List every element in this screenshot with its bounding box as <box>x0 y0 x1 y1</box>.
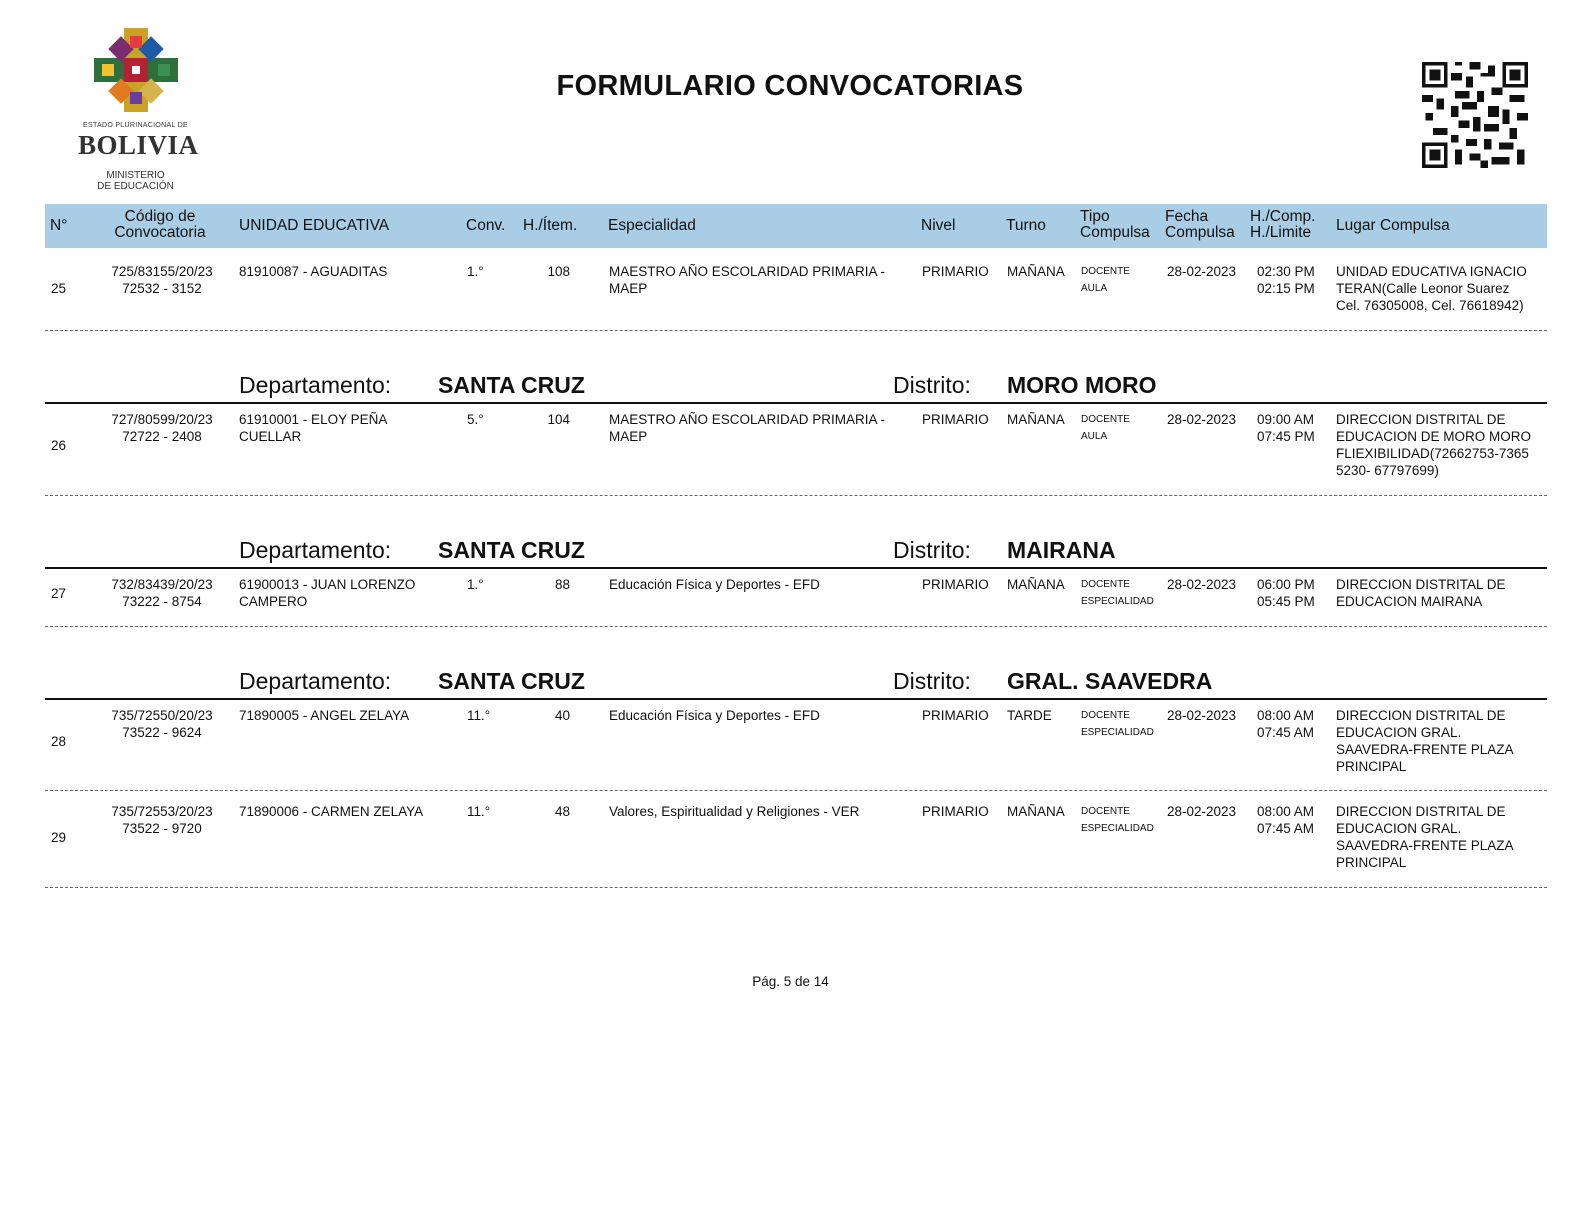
col-hcomp-line: H./Limite <box>1250 224 1312 241</box>
row-especialidad: Valores, Espiritualidad y Religiones - VER <box>609 804 860 819</box>
row-codigo-line: 727/80599/20/23 <box>111 412 213 427</box>
row-hlimite: 07:45 PM <box>1257 429 1315 444</box>
row-hitem: 48 <box>554 804 570 819</box>
row-lugar-line: FLIEXIBILIDAD(72662753-7365 <box>1336 446 1529 461</box>
qr-code-icon <box>1422 62 1528 168</box>
row-unidad: 71890006 - CARMEN ZELAYA <box>239 804 424 819</box>
row-hitem: 104 <box>547 412 570 427</box>
table-header <box>45 204 1547 248</box>
row-lugar-line: 5230- 67797699) <box>1336 463 1439 478</box>
district-value: MORO MORO <box>1007 372 1157 398</box>
row-unidad <box>239 411 387 445</box>
col-turno: Turno <box>1006 217 1046 234</box>
row-tipo-line: ESPECIALIDAD <box>1081 727 1154 738</box>
col-tipo <box>1080 209 1150 241</box>
row-horas <box>1257 263 1315 297</box>
row-fecha: 28-02-2023 <box>1167 264 1237 279</box>
logo-country-small: ESTADO PLURINACIONAL DE <box>83 122 188 129</box>
col-fecha <box>1165 209 1235 241</box>
row-number: 28 <box>51 734 67 749</box>
row-codigo-line: 725/83155/20/23 <box>111 264 213 279</box>
row-tipo-line: DOCENTE <box>1081 414 1130 425</box>
row-lugar-line: PRINCIPAL <box>1336 759 1407 774</box>
row-conv: 5.° <box>467 412 484 427</box>
row-tipo <box>1081 576 1154 610</box>
document-title: FORMULARIO CONVOCATORIAS <box>556 70 1024 102</box>
row-codigo-line: 732/83439/20/23 <box>111 577 213 592</box>
department-value: SANTA CRUZ <box>438 537 585 563</box>
row-number: 26 <box>51 438 67 453</box>
row-horas <box>1257 803 1314 837</box>
group-divider <box>45 402 1547 404</box>
row-hitem: 40 <box>554 708 570 723</box>
row-unidad <box>239 263 387 280</box>
row-hcomp: 08:00 AM <box>1257 804 1315 819</box>
department-value: SANTA CRUZ <box>438 372 585 398</box>
col-lugar: Lugar Compulsa <box>1336 217 1450 234</box>
logo-ministry-line: MINISTERIO <box>106 170 165 181</box>
row-unidad: 71890005 - ANGEL ZELAYA <box>239 708 410 723</box>
row-hlimite: 07:45 AM <box>1257 821 1315 836</box>
row-unidad-line: 61900013 - JUAN LORENZO <box>239 577 416 592</box>
row-lugar-line: TERAN(Calle Leonor Suarez <box>1336 281 1510 296</box>
col-hitem: H./Ítem. <box>523 217 578 234</box>
row-codigo-line: 72722 - 2408 <box>122 429 202 444</box>
row-lugar-line: SAAVEDRA-FRENTE PLAZA <box>1336 742 1514 757</box>
row-conv: 11.° <box>467 708 491 723</box>
row-turno: MAÑANA <box>1007 412 1065 427</box>
district-label: Distrito: <box>893 668 971 694</box>
col-unidad: UNIDAD EDUCATIVA <box>239 217 390 234</box>
row-turno: MAÑANA <box>1007 264 1065 279</box>
row-hlimite: 07:45 AM <box>1257 725 1315 740</box>
bolivia-crest-icon <box>94 28 178 112</box>
district-value: MAIRANA <box>1007 537 1116 563</box>
row-turno: TARDE <box>1007 708 1052 723</box>
col-nivel: Nivel <box>921 217 956 234</box>
row-fecha: 28-02-2023 <box>1167 708 1237 723</box>
row-fecha: 28-02-2023 <box>1167 804 1237 819</box>
col-especialidad: Especialidad <box>608 217 696 234</box>
row-hcomp: 09:00 AM <box>1257 412 1315 427</box>
row-fecha: 28-02-2023 <box>1167 577 1237 592</box>
row-nivel: PRIMARIO <box>922 412 989 427</box>
col-codigo-line: Código de <box>124 208 196 225</box>
row-lugar-line: DIRECCION DISTRITAL DE <box>1336 804 1506 819</box>
logo-ministry <box>78 170 193 192</box>
row-divider <box>45 887 1547 888</box>
row-nivel: PRIMARIO <box>922 264 989 279</box>
row-lugar-line: EDUCACION GRAL. <box>1336 725 1462 740</box>
row-especialidad-line: MAEP <box>609 429 648 444</box>
row-lugar-line: SAAVEDRA-FRENTE PLAZA <box>1336 838 1514 853</box>
row-especialidad: Educación Física y Deportes - EFD <box>609 708 820 723</box>
row-codigo <box>100 576 224 610</box>
row-codigo <box>100 803 224 837</box>
row-codigo-line: 735/72553/20/23 <box>111 804 213 819</box>
logo-country: BOLIVIA <box>78 130 199 160</box>
group-divider <box>45 567 1547 569</box>
row-hitem: 108 <box>547 264 570 279</box>
row-hitem: 88 <box>554 577 570 592</box>
row-divider <box>45 495 1547 496</box>
row-tipo-line: DOCENTE <box>1081 806 1130 817</box>
department-label: Departamento: <box>239 668 392 694</box>
row-lugar <box>1336 576 1506 610</box>
col-tipo-line: Compulsa <box>1080 224 1150 241</box>
page-number: Pág. 5 de 14 <box>752 974 829 989</box>
department-label: Departamento: <box>239 537 392 563</box>
row-codigo <box>100 411 224 445</box>
row-tipo <box>1081 411 1130 445</box>
row-lugar-line: DIRECCION DISTRITAL DE <box>1336 577 1506 592</box>
row-conv: 1.° <box>467 264 484 279</box>
row-turno: MAÑANA <box>1007 804 1065 819</box>
row-hcomp: 02:30 PM <box>1257 264 1315 279</box>
row-nivel: PRIMARIO <box>922 708 989 723</box>
row-unidad-line: CAMPERO <box>239 594 308 609</box>
row-unidad <box>239 576 415 610</box>
row-codigo-line: 735/72550/20/23 <box>111 708 213 723</box>
col-hcomp <box>1250 209 1315 241</box>
row-turno: MAÑANA <box>1007 577 1065 592</box>
row-lugar <box>1336 707 1514 775</box>
row-unidad-line: 81910087 - AGUADITAS <box>239 264 388 279</box>
row-lugar-line: Cel. 76305008, Cel. 76618942) <box>1336 298 1524 313</box>
row-conv: 1.° <box>467 577 484 592</box>
row-divider <box>45 330 1547 331</box>
row-codigo-line: 73522 - 9720 <box>122 821 202 836</box>
row-nivel: PRIMARIO <box>922 804 989 819</box>
row-codigo-line: 73522 - 9624 <box>122 725 202 740</box>
row-lugar <box>1336 411 1531 479</box>
row-hcomp: 08:00 AM <box>1257 708 1315 723</box>
row-tipo-line: AULA <box>1081 283 1108 294</box>
row-tipo-line: DOCENTE <box>1081 710 1130 721</box>
col-n: N° <box>50 217 68 234</box>
row-conv: 11.° <box>467 804 491 819</box>
row-especialidad <box>609 411 885 445</box>
col-codigo <box>105 209 215 241</box>
row-lugar-line: EDUCACION GRAL. <box>1336 821 1462 836</box>
row-unidad-line: CUELLAR <box>239 429 302 444</box>
row-hlimite: 05:45 PM <box>1257 594 1315 609</box>
row-especialidad <box>609 263 885 297</box>
row-lugar-line: PRINCIPAL <box>1336 855 1407 870</box>
row-codigo-line: 72532 - 3152 <box>122 281 202 296</box>
row-tipo-line: ESPECIALIDAD <box>1081 823 1154 834</box>
row-especialidad-line: MAEP <box>609 281 648 296</box>
row-lugar-line: EDUCACION DE MORO MORO <box>1336 429 1532 444</box>
row-tipo-line: DOCENTE <box>1081 266 1130 277</box>
district-label: Distrito: <box>893 372 971 398</box>
group-divider <box>45 698 1547 700</box>
department-label: Departamento: <box>239 372 392 398</box>
row-especialidad: Educación Física y Deportes - EFD <box>609 577 820 592</box>
row-tipo <box>1081 263 1130 297</box>
row-number: 27 <box>51 586 67 601</box>
col-codigo-line: Convocatoria <box>114 224 206 241</box>
ministry-logo <box>78 24 199 196</box>
row-horas <box>1257 576 1315 610</box>
row-divider <box>45 790 1547 791</box>
col-conv: Conv. <box>466 217 506 234</box>
row-nivel: PRIMARIO <box>922 577 989 592</box>
col-hcomp-line: H./Comp. <box>1250 208 1316 225</box>
row-tipo <box>1081 803 1154 837</box>
col-tipo-line: Tipo <box>1080 208 1110 225</box>
district-label: Distrito: <box>893 537 971 563</box>
row-lugar-line: EDUCACION MAIRANA <box>1336 594 1483 609</box>
row-lugar-line: UNIDAD EDUCATIVA IGNACIO <box>1336 264 1527 279</box>
col-fecha-line: Compulsa <box>1165 224 1235 241</box>
row-codigo <box>100 263 224 297</box>
department-value: SANTA CRUZ <box>438 668 585 694</box>
row-unidad-line: 61910001 - ELOY PEÑA <box>239 412 388 427</box>
row-tipo-line: ESPECIALIDAD <box>1081 596 1154 607</box>
row-especialidad-line: MAESTRO AÑO ESCOLARIDAD PRIMARIA - <box>609 412 886 427</box>
row-fecha: 28-02-2023 <box>1167 412 1237 427</box>
row-horas <box>1257 411 1315 445</box>
row-hlimite: 02:15 PM <box>1257 281 1315 296</box>
row-lugar-line: DIRECCION DISTRITAL DE <box>1336 708 1506 723</box>
row-lugar-line: DIRECCION DISTRITAL DE <box>1336 412 1506 427</box>
row-number: 25 <box>51 281 67 296</box>
row-especialidad-line: MAESTRO AÑO ESCOLARIDAD PRIMARIA - <box>609 264 886 279</box>
row-number: 29 <box>51 830 67 845</box>
row-tipo-line: DOCENTE <box>1081 579 1130 590</box>
row-hcomp: 06:00 PM <box>1257 577 1315 592</box>
logo-ministry-line: DE EDUCACIÓN <box>97 181 174 192</box>
row-horas <box>1257 707 1314 741</box>
row-tipo <box>1081 707 1154 741</box>
row-divider <box>45 626 1547 627</box>
row-codigo <box>100 707 224 741</box>
row-lugar <box>1336 803 1514 871</box>
row-lugar <box>1336 263 1527 314</box>
row-tipo-line: AULA <box>1081 431 1108 442</box>
row-codigo-line: 73222 - 8754 <box>122 594 202 609</box>
col-fecha-line: Fecha <box>1165 208 1209 225</box>
district-value: GRAL. SAAVEDRA <box>1007 668 1213 694</box>
